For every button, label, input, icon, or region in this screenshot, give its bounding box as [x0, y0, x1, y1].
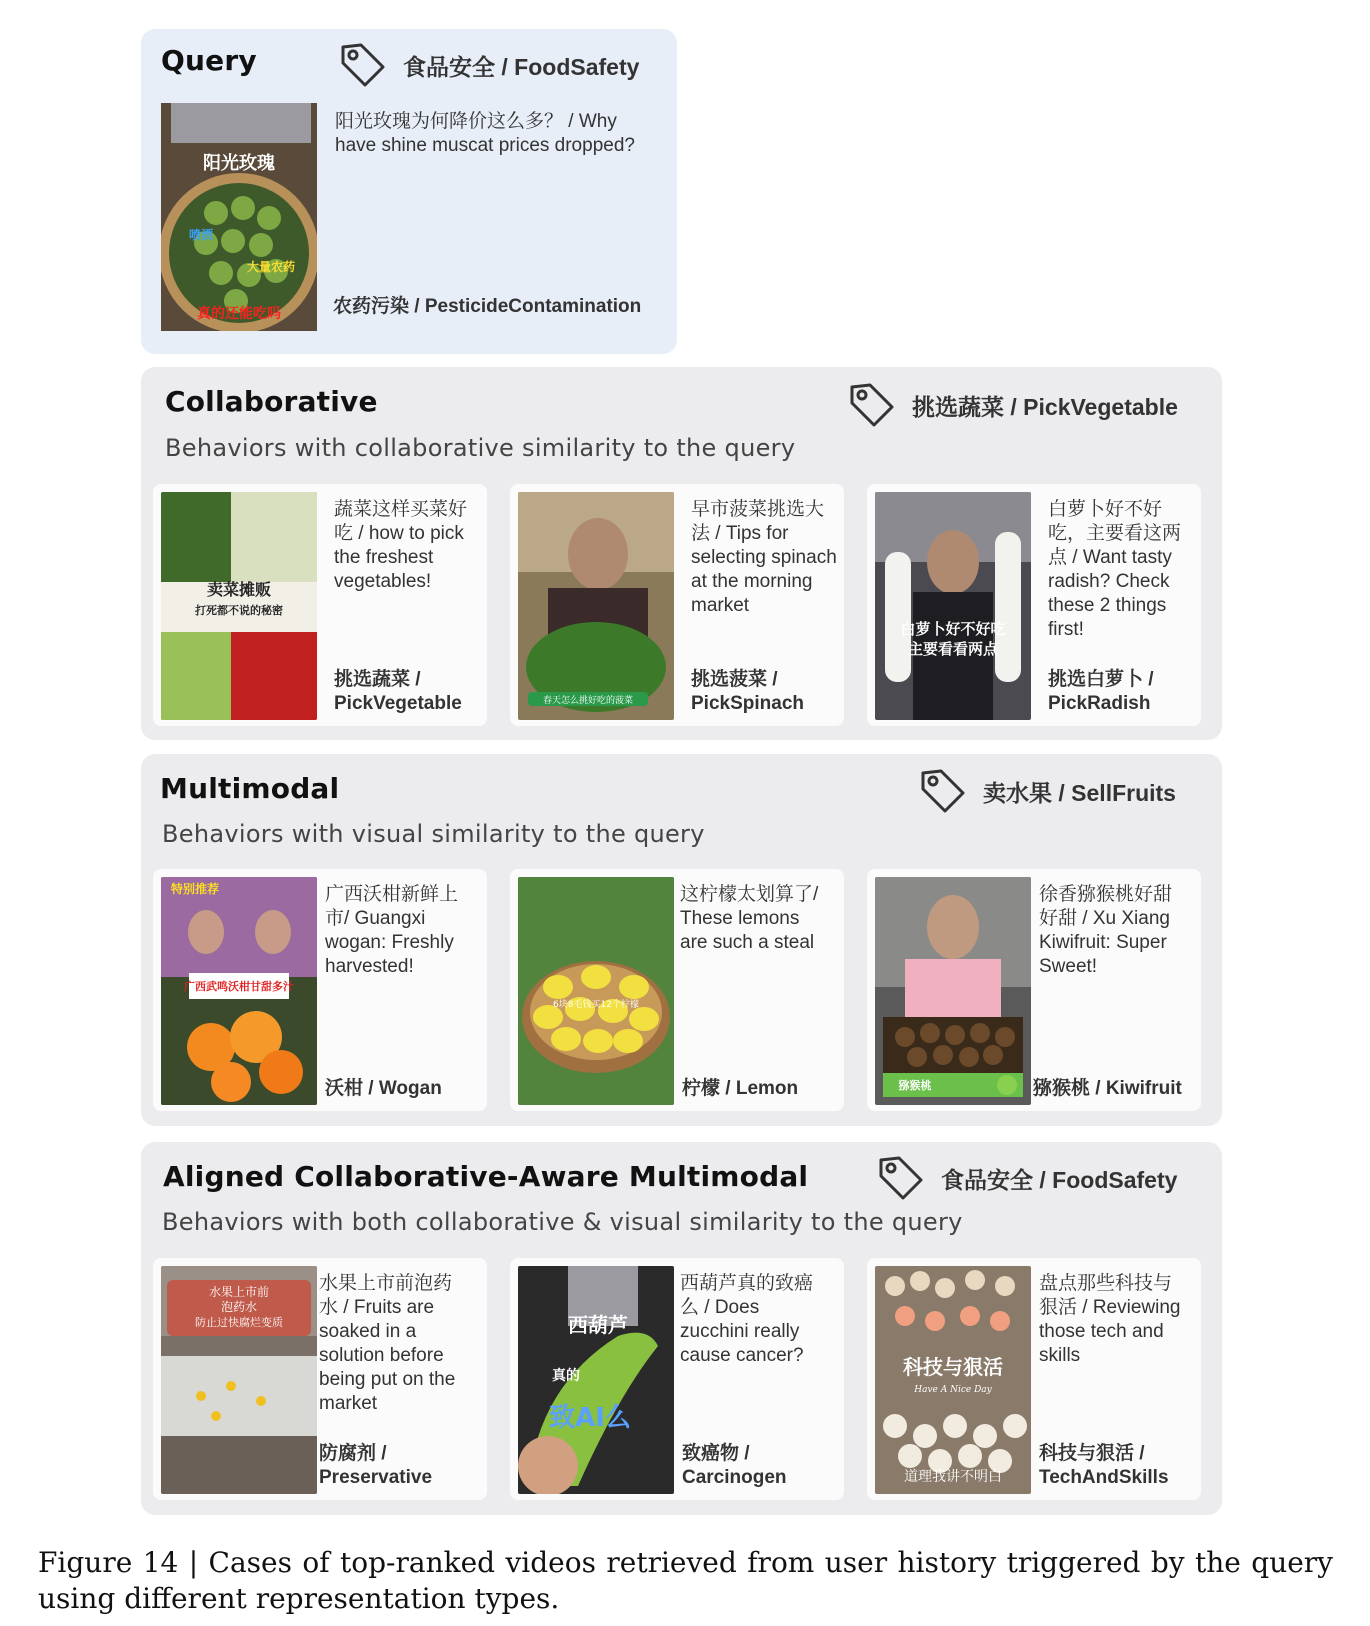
thumb-overlay: 猕猴桃: [898, 1079, 932, 1092]
collaborative-subtitle: Behaviors with collaborative similarity to the query: [165, 434, 796, 462]
video-label: 沃柑 / Wogan: [325, 1078, 442, 1099]
video-label: 挑选蔬菜 / PickVegetable: [334, 669, 462, 714]
query-thumb-overlay-mid2: 大量农药: [246, 260, 296, 274]
query-text: 阳光玫瑰为何降价这么多？ / Why have shine muscat prices dropped?: [335, 111, 635, 156]
video-thumbnail: [518, 1266, 674, 1494]
thumb-overlay: 科技与狠活: [903, 1355, 1003, 1379]
video-title: 徐香猕猴桃好甜好甜 / Xu Xiang Kiwifruit: Super Sweet!: [1039, 884, 1173, 977]
video-card[interactable]: [867, 484, 1201, 726]
thumb-overlay: 特别推荐: [170, 882, 220, 896]
thumb-overlay-2: 泡药水: [220, 1300, 258, 1314]
collaborative-panel: [141, 367, 1222, 740]
video-title: 西葫芦真的致癌么 / Does zucchini really cause cancer?: [680, 1273, 814, 1366]
tag-icon: [875, 1152, 927, 1204]
video-card[interactable]: [510, 869, 844, 1111]
video-thumbnail: [161, 1266, 317, 1494]
video-card[interactable]: [153, 484, 487, 726]
thumb-overlay: 西葫芦: [568, 1313, 628, 1337]
aligned-tag: [875, 1152, 1177, 1204]
aligned-title: Aligned Collaborative-Aware Multimodal: [163, 1160, 809, 1193]
figure-caption: Figure 14 | Cases of top-ranked videos retrieved from user history triggered by the query using different representation types.: [38, 1546, 1333, 1615]
tag-icon: [337, 39, 389, 91]
video-title: 广西沃柑新鲜上市/ Guangxi wogan: Freshly harvested!: [325, 884, 459, 977]
multimodal-tag: [917, 765, 1176, 817]
video-thumbnail: [875, 877, 1031, 1105]
video-label: 挑选菠菜 / PickSpinach: [691, 669, 804, 714]
video-label: 科技与狠活 / TechAndSkills: [1039, 1443, 1169, 1488]
query-label: 农药污染 / PesticideContamination: [333, 296, 642, 317]
thumb-overlay: 卖菜摊贩: [206, 580, 272, 599]
video-label: 猕猴桃 / Kiwifruit: [1033, 1078, 1182, 1099]
query-tag: [337, 39, 639, 91]
tag-icon: [917, 765, 969, 817]
video-title: 盘点那些科技与狠活 / Reviewing those tech and skills: [1039, 1273, 1181, 1366]
query-thumb-overlay-bottom: 真的还能吃吗: [197, 306, 281, 322]
query-tag-label: 食品安全 / FoodSafety: [403, 53, 640, 80]
video-card[interactable]: [867, 869, 1201, 1111]
thumb-overlay-2: 主要看看两点: [907, 640, 999, 658]
video-label: 防腐剂 / Preservative: [319, 1443, 433, 1488]
video-card[interactable]: [510, 484, 844, 726]
video-title: 蔬菜这样买菜好吃 / how to pick the freshest vegetables!: [334, 499, 468, 592]
video-thumbnail: [161, 492, 317, 720]
thumb-overlay-2: Have A Nice Day: [914, 1385, 992, 1395]
collaborative-title: Collaborative: [165, 385, 378, 418]
thumb-overlay: 春天怎么挑好吃的菠菜: [542, 696, 634, 706]
multimodal-panel: [141, 754, 1222, 1126]
aligned-subtitle: Behaviors with both collaborative & visual similarity to the query: [162, 1208, 963, 1236]
video-thumbnail: [518, 492, 674, 720]
query-panel: [141, 29, 677, 354]
multimodal-subtitle: Behaviors with visual similarity to the query: [162, 820, 705, 848]
video-card[interactable]: [153, 869, 487, 1111]
video-title: 早市菠菜挑选大法 / Tips for selecting spinach at the morning market: [691, 499, 837, 616]
video-thumbnail: [161, 877, 317, 1105]
video-card[interactable]: [153, 1258, 487, 1500]
query-thumb-overlay-top: 阳光玫瑰: [203, 153, 275, 174]
thumb-overlay-3: 道理我讲不明白: [904, 1469, 1002, 1485]
thumb-overlay-3: 致AI么: [549, 1403, 631, 1433]
video-label: 柠檬 / Lemon: [682, 1078, 799, 1099]
multimodal-title: Multimodal: [160, 772, 340, 805]
thumb-overlay-2: 广西武鸣沃柑甘甜多汁: [184, 980, 294, 993]
query-title: Query: [161, 44, 257, 77]
thumb-overlay: 水果上市前: [208, 1285, 270, 1299]
video-title: 白萝卜好不好吃，主要看这两点 / Want tasty radish? Check these 2 things first!: [1048, 499, 1182, 640]
video-thumbnail: [875, 1266, 1031, 1494]
aligned-panel: [141, 1142, 1222, 1515]
thumb-overlay-2: 真的: [552, 1368, 580, 1384]
thumb-overlay-2: 打死都不说的秘密: [195, 604, 283, 617]
tag-icon: [846, 379, 898, 431]
query-thumbnail: [161, 103, 317, 331]
video-title: 水果上市前泡药水 / Fruits are soaked in a solution before being put on the market: [319, 1273, 456, 1414]
collaborative-tag: [846, 379, 1178, 431]
aligned-tag-label: 食品安全 / FoodSafety: [941, 1166, 1178, 1193]
multimodal-tag-label: 卖水果 / SellFruits: [983, 779, 1176, 806]
video-card[interactable]: [867, 1258, 1201, 1500]
thumb-overlay: 白萝卜好不好吃: [900, 620, 1006, 638]
video-label: 致癌物 / Carcinogen: [682, 1443, 787, 1488]
thumb-overlay-3: 防止过快腐烂变质: [195, 1316, 283, 1329]
video-thumbnail: [518, 877, 674, 1105]
video-label: 挑选白萝卜 / PickRadish: [1048, 669, 1154, 714]
collaborative-tag-label: 挑选蔬菜 / PickVegetable: [912, 393, 1178, 420]
video-card[interactable]: [510, 1258, 844, 1500]
video-title: 这柠檬太划算了/ These lemons are such a steal: [680, 884, 819, 953]
query-thumb-overlay-mid: 喷洒: [188, 228, 214, 242]
video-thumbnail: [875, 492, 1031, 720]
thumb-overlay: 6块8毛钱买12个柠檬: [553, 1000, 639, 1010]
